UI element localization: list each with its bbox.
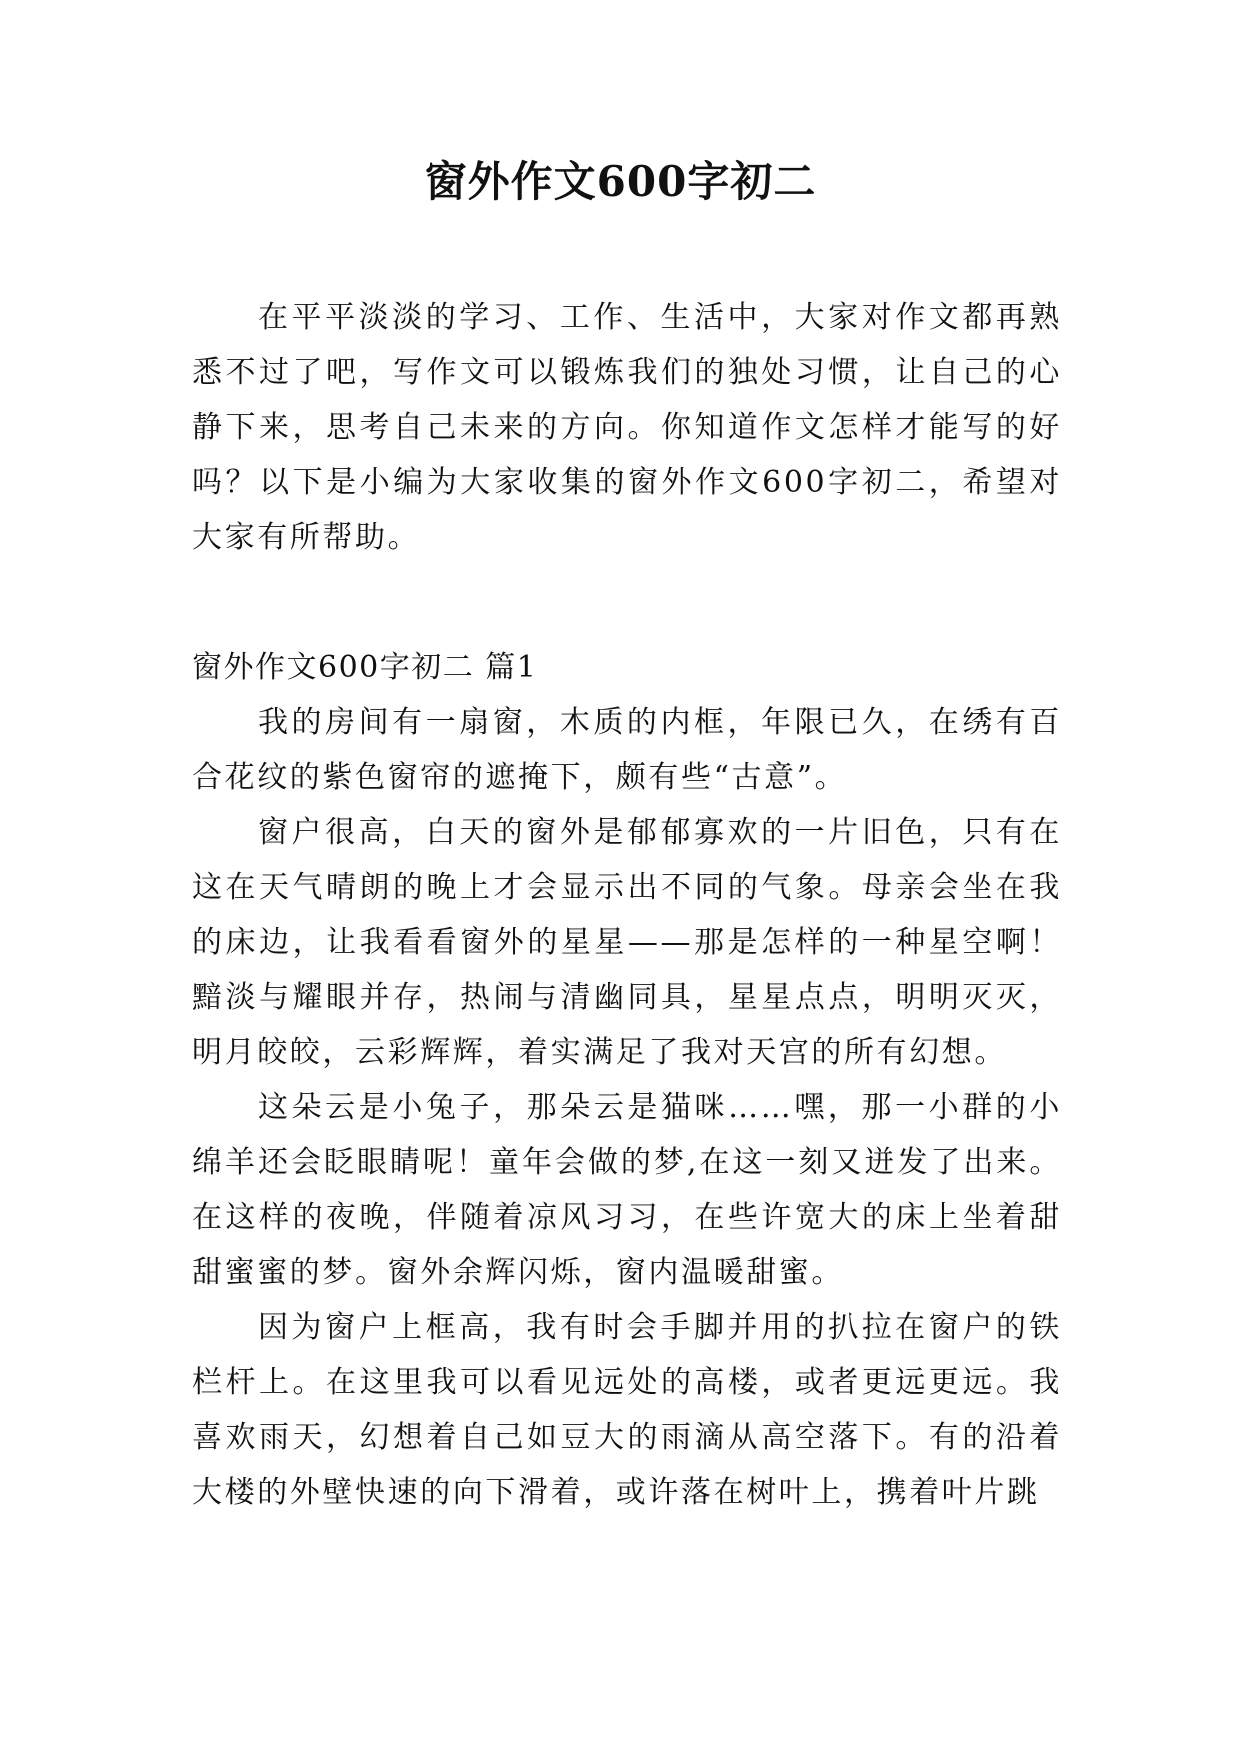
essay-paragraph-4: 因为窗户上框高，我有时会手脚并用的扒拉在窗户的铁栏杆上。在这里我可以看见远处的高楼，或者更远更远。我喜欢雨天，幻想着自己如豆大的雨滴从高空落下。有的沿着大楼的外壁快速的向下滑着，或许落在树叶上，携着叶片跳 xyxy=(192,1310,1062,1510)
essay-paragraph-2: 窗户很高，白天的窗外是郁郁寡欢的一片旧色，只有在这在天气晴朗的晚上才会显示出不同的气象。母亲会坐在我的床边，让我看看窗外的星星——那是怎样的一种星空啊！黯淡与耀眼并存，热闹与清幽同具，星星点点，明明灭灭，明月皎皎，云彩辉辉，着实满足了我对天宫的所有幻想。 xyxy=(192,815,1062,1070)
essay-paragraph-1: 我的房间有一扇窗，木质的内框，年限已久，在绣有百合花纹的紫色窗帘的遮掩下，颇有些“古意”。 xyxy=(192,705,1062,795)
essay-paragraph-3: 这朵云是小兔子，那朵云是猫咪……嘿，那一小群的小绵羊还会眨眼睛呢！童年会做的梦,在这一刻又迸发了出来。在这样的夜晚，伴随着凉风习习，在些许宽大的床上坐着甜甜蜜蜜的梦。窗外余辉闪烁，窗内温暖甜蜜。 xyxy=(192,1090,1062,1290)
intro-paragraph: 在平平淡淡的学习、工作、生活中，大家对作文都再熟悉不过了吧，写作文可以锻炼我们的独处习惯，让自己的心静下来，思考自己未来的方向。你知道作文怎样才能写的好吗？以下是小编为大家收集的窗外作文600字初二，希望对大家有所帮助。 xyxy=(192,300,1062,555)
page-title: 窗外作文600字初二 xyxy=(424,157,817,206)
section-heading: 窗外作文600字初二 篇1 xyxy=(192,650,538,685)
